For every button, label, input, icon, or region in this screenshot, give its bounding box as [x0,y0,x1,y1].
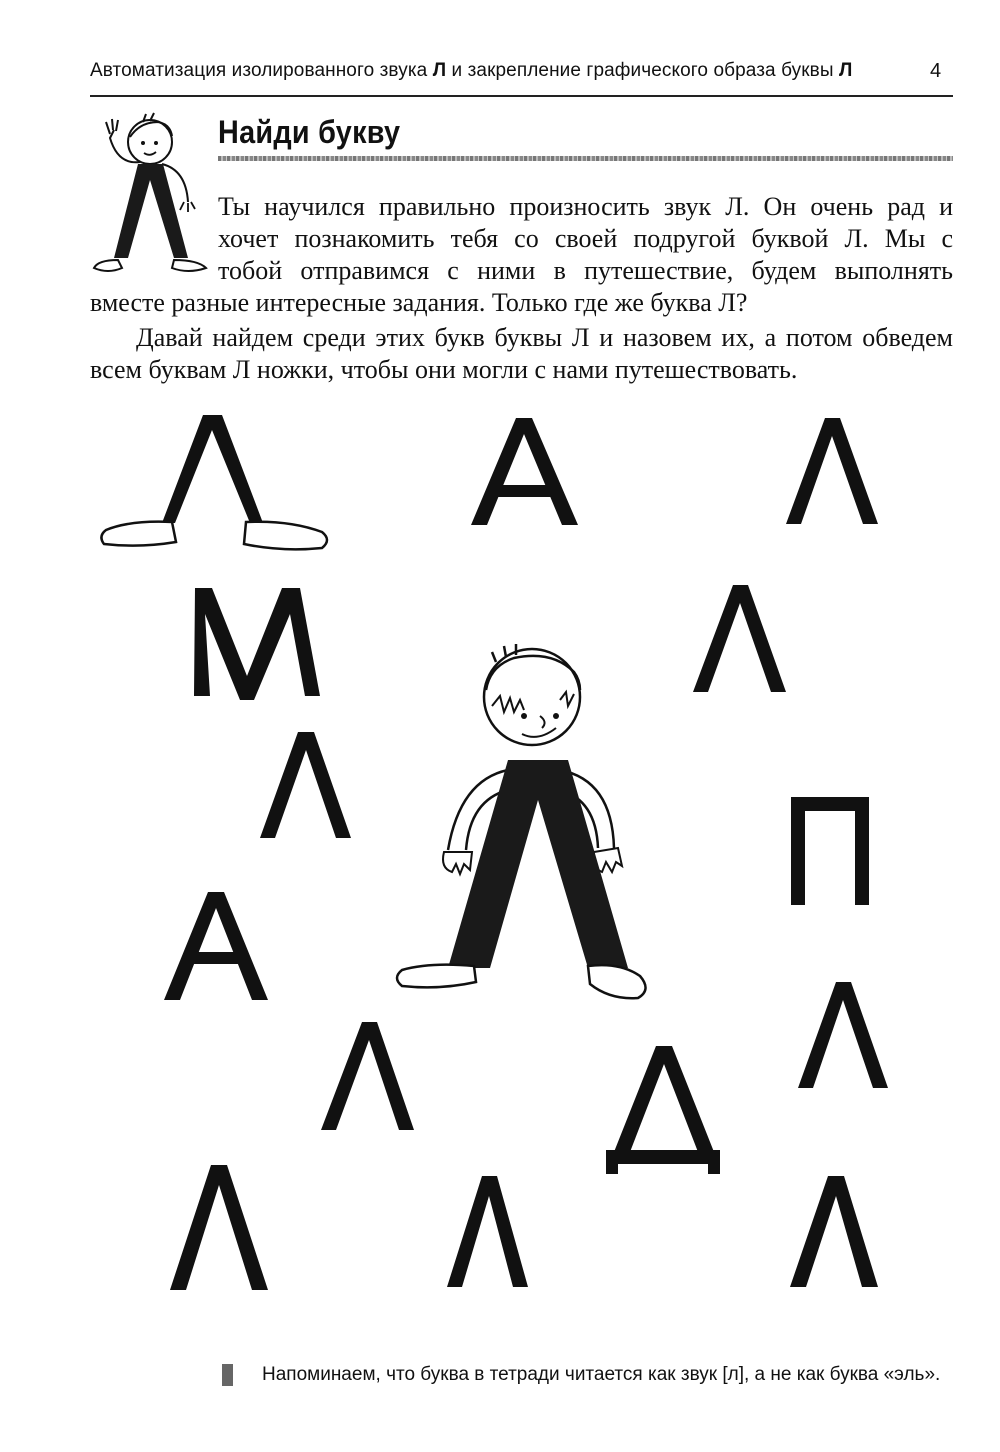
paragraph1-line-3: тобой отправимся с ними в путешествие, будем выполнять [218,256,953,285]
letter-l-11 [798,982,888,1088]
paragraph1-line-4: вместе разные интересные задания. Только где же буква Л? [90,288,748,317]
paragraph2-line-2: всем буквам Л ножки, чтобы они могли с нами путешествовать. [90,355,798,384]
paragraph1-line-2: хочет познакомить тебя со своей подругой буквой Л. Мы с [218,224,953,253]
paragraph1-line-1: Ты научился правильно произносить звук Л. Он очень рад и [218,192,953,221]
big-letter-l-boy-illustration [397,644,646,998]
header-bold-2: Л [839,60,853,81]
letter-l-with-shoes [101,415,327,549]
letter-d [606,1046,720,1174]
footnote: Напоминаем, что буква в тетради читается как звук [л], а не как буква «эль». [262,1364,941,1385]
letter-l-14 [790,1176,878,1287]
letter-l-9 [321,1022,414,1130]
header-text-1: Автоматизация изолированного звука [90,60,433,81]
letter-l-6 [260,732,351,838]
letter-m [194,588,320,700]
letter-l-13 [447,1176,528,1287]
letter-l-3 [786,418,878,524]
letter-a-2 [164,892,268,1000]
letter-l-12 [170,1165,268,1290]
header-text-2: и закрепление графического образа буквы [446,60,839,81]
paragraph2-line-1: Давай найдем среди этих букв буквы Л и назовем их, а потом обведем [136,323,953,352]
letter-l-5 [693,585,786,692]
footnote-marker [222,1364,233,1386]
header-bold-1: Л [432,60,447,81]
letter-a-1 [471,418,578,525]
page-title: Найди букву [218,114,401,150]
page-number: 4 [930,60,942,82]
letter-p [791,797,869,905]
